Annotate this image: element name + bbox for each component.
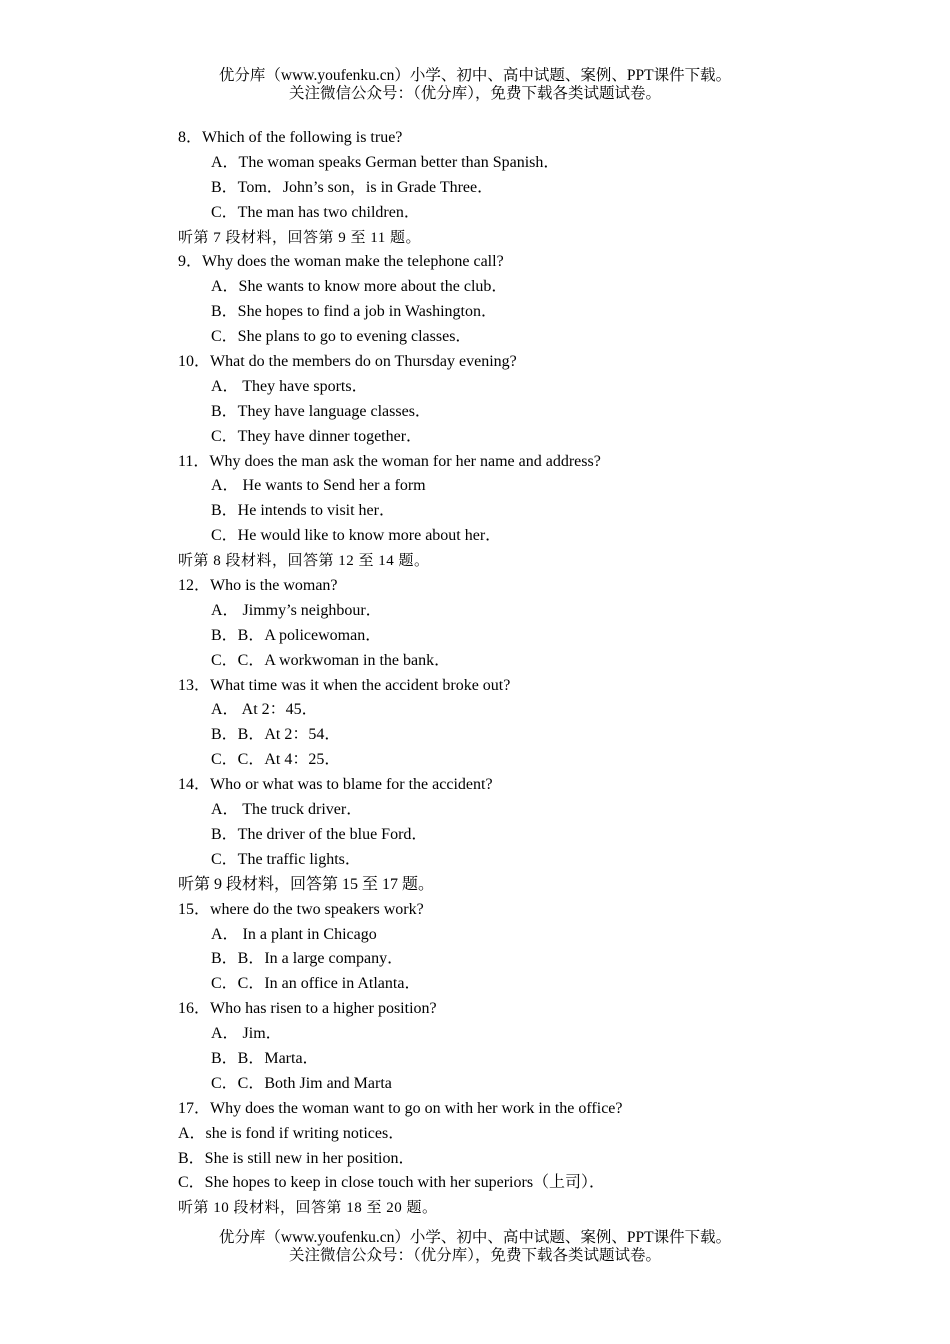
answer-option: B．She hopes to find a job in Washington． [211,303,497,321]
answer-option: A． In a plant in Chicago [211,925,377,943]
answer-option: C．He would like to know more about her． [211,527,502,545]
header-line-2: 关注微信公众号：（优分库），免费下载各类试题试卷。 [288,85,661,102]
answer-option: B．Tom．John’s son，is in Grade Three． [211,178,494,196]
question-text: 15．where do the two speakers work? [178,900,424,918]
answer-option: A． At 2：45． [211,701,318,719]
answer-option: A．she is fond if writing notices． [178,1124,405,1142]
answer-option: C．C．In an office in Atlanta． [211,975,421,993]
answer-option: C．They have dinner together． [211,427,423,445]
page-header [0,67,950,103]
answer-option: C．She plans to go to evening classes． [211,328,472,346]
section-instruction: 听第 10 段材料，回答第 18 至 20 题。 [178,1200,438,1217]
answer-option: B．He intends to visit her． [211,502,395,520]
answer-option: A． They have sports． [211,377,368,395]
question-text: 10．What do the members do on Thursday evening? [178,353,517,371]
answer-option: B．The driver of the blue Ford． [211,825,428,843]
question-text: 14．Who or what was to blame for the accident? [178,776,493,794]
question-text: 11．Why does the man ask the woman for her name and address? [178,452,601,470]
answer-option: B．They have language classes． [211,402,431,420]
answer-option: B．She is still new in her position． [178,1149,415,1167]
question-text: 17．Why does the woman want to go on with her work in the office? [178,1099,623,1117]
answer-option: C．The traffic lights． [211,850,361,868]
answer-option: A． The truck driver． [211,801,363,819]
header-line-1: 优分库（www.youfenku.cn）小学、初中、高中试题、案例、PPT课件下载。 [218,67,732,84]
section-instruction: 听第 9 段材料，回答第 15 至 17 题。 [178,875,435,893]
question-text: 16．Who has risen to a higher position? [178,1000,437,1018]
question-text: 13．What time was it when the accident broke out? [178,676,511,694]
answer-option: C．C．Both Jim and Marta [211,1074,392,1092]
footer-line-1: 优分库（www.youfenku.cn）小学、初中、高中试题、案例、PPT课件下载。 [218,1229,732,1246]
answer-option: C．She hopes to keep in close touch with her superiors（上司）． [178,1174,606,1192]
question-list [178,126,878,1221]
page-footer [0,1229,950,1265]
answer-option: B．B．In a large company． [211,950,404,968]
section-instruction: 听第 8 段材料，回答第 12 至 14 题。 [178,553,430,570]
answer-option: C．C．At 4：25． [211,751,341,769]
answer-option: C．C．A workwoman in the bank． [211,651,451,669]
answer-option: A． He wants to Send her a form [211,477,426,495]
question-text: 9．Why does the woman make the telephone call? [178,253,504,271]
answer-option: B．B．A policewoman． [211,626,382,644]
answer-option: C．The man has two children． [211,203,420,221]
question-text: 8．Which of the following is true? [178,129,403,146]
answer-option: A． Jimmy’s neighbour． [211,601,382,619]
question-text: 12．Who is the woman? [178,577,338,595]
answer-option: A． Jim． [211,1025,282,1043]
answer-option: B．B．Marta． [211,1049,319,1067]
answer-option: A．She wants to know more about the club． [211,278,508,296]
section-instruction: 听第 7 段材料，回答第 9 至 11 题。 [178,229,421,246]
footer-line-2: 关注微信公众号：（优分库），免费下载各类试题试卷。 [288,1247,661,1264]
answer-option: B．B．At 2：54． [211,726,341,744]
answer-option: A．The woman speaks German better than Spanish． [211,153,560,171]
